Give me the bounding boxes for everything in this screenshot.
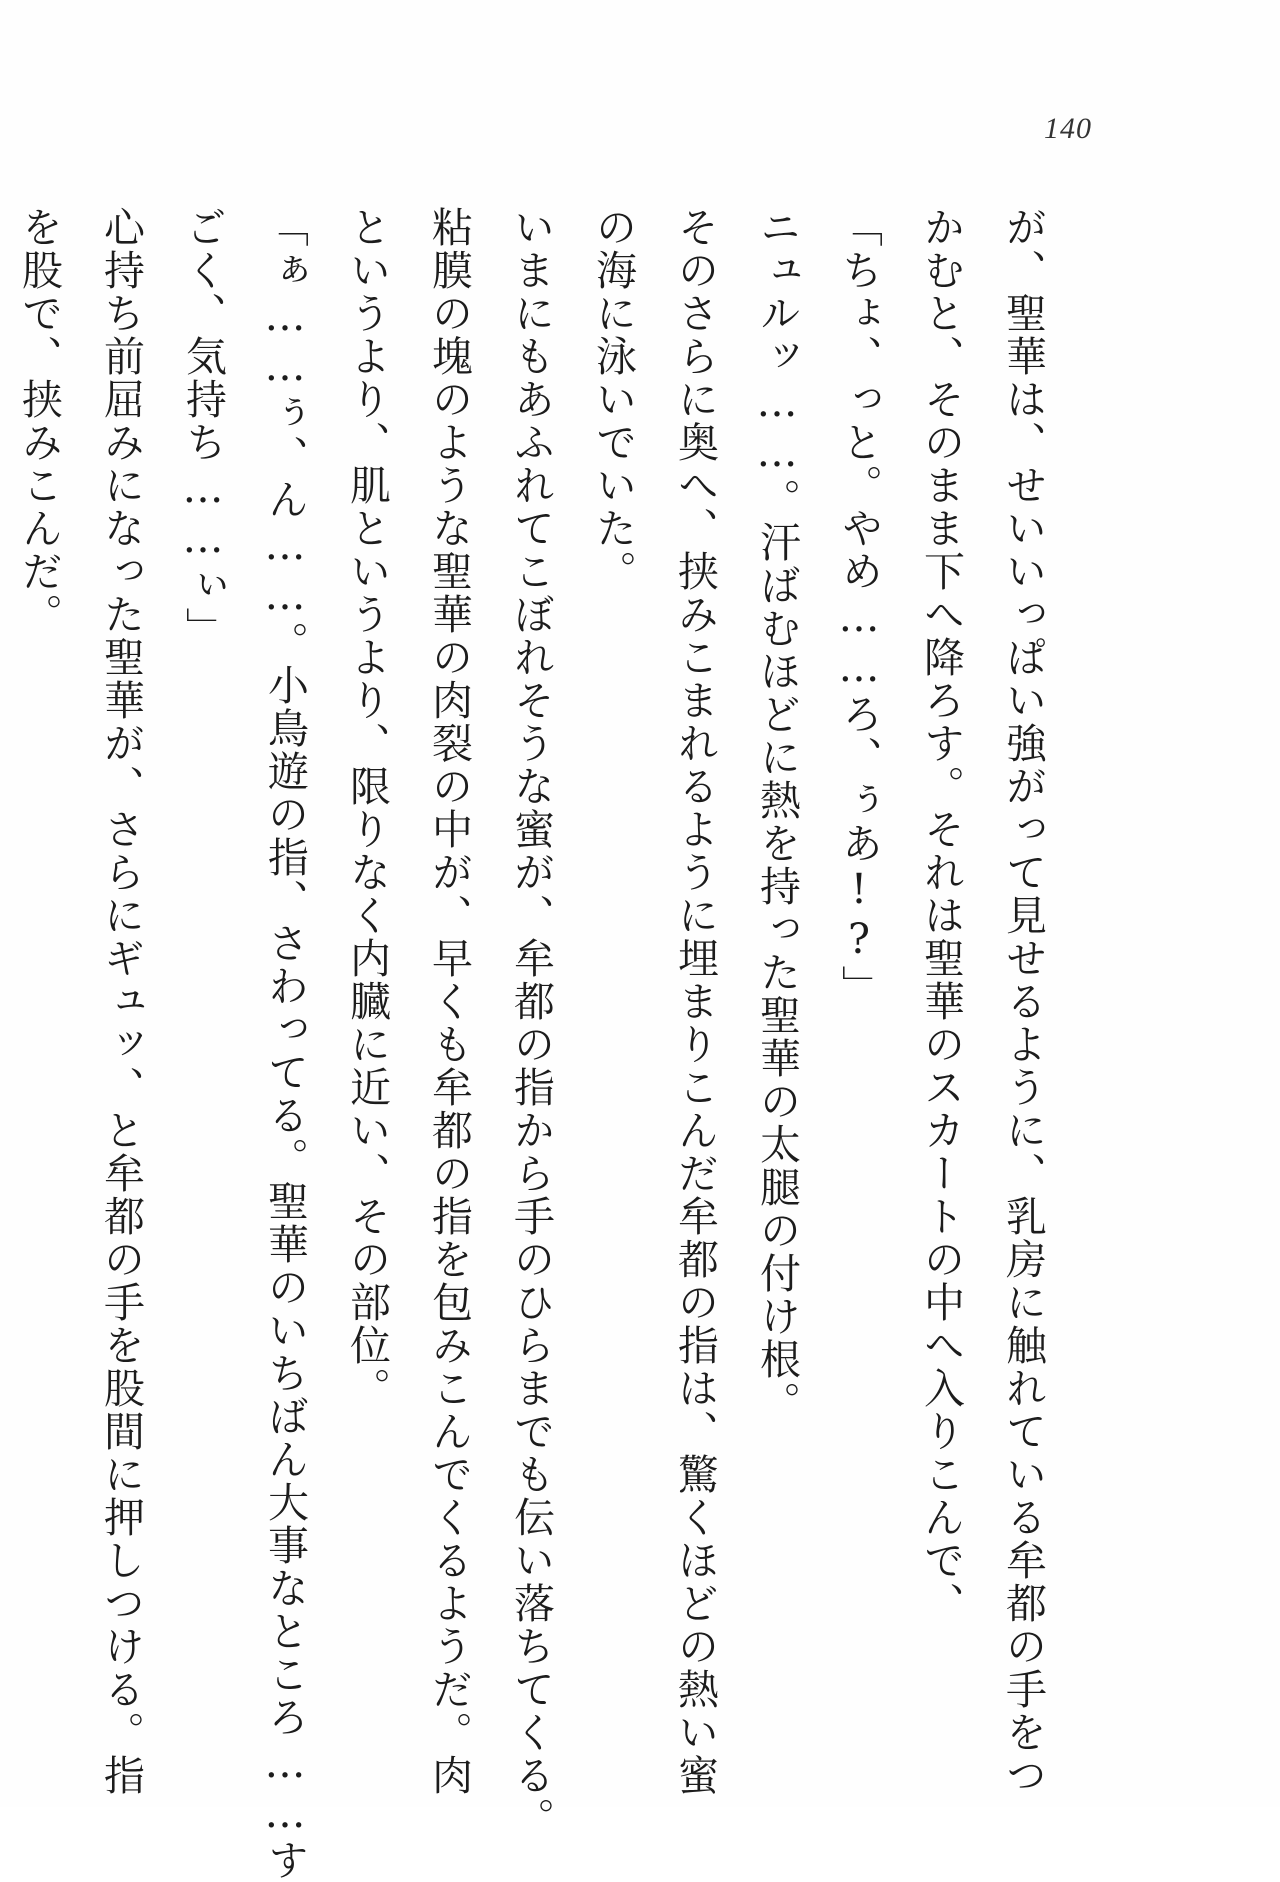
text-line: 「ちょ、っと。やめ……ろ、ぅあ!?」	[835, 206, 883, 1008]
text-line: ごく、気持ち……ぃ」	[179, 206, 227, 650]
text-line: いまにもあふれてこぼれそうな蜜が、牟都の指から手のひらまでも伝い落ちてくる。	[507, 206, 555, 1840]
text-line: 粘膜の塊のような聖華の肉裂の中が、早くも牟都の指を包みこんでくるようだ。肉	[425, 206, 473, 1797]
page-number: 140	[1044, 112, 1092, 145]
text-line: かむと、そのまま下へ降ろす。それは聖華のスカートの中へ入りこんで、	[917, 206, 965, 1625]
body-text	[15, 206, 1064, 1882]
text-line: そのさらに奥へ、挟みこまれるように埋まりこんだ牟都の指は、驚くほどの熱い蜜	[671, 206, 719, 1797]
text-line: を股で、挟みこんだ。	[15, 206, 63, 636]
text-line: 心持ち前屈みになった聖華が、さらにギュッ、と牟都の手を股間に押しつける。指	[97, 206, 145, 1797]
text-line: 「ぁ……ぅ、ん……。小鳥遊の指、さわってる。聖華のいちばん大事なところ……す	[261, 206, 309, 1882]
text-line: の海に泳いでいた。	[589, 206, 637, 593]
text-line: というより、肌というより、限りなく内臓に近い、その部位。	[343, 206, 391, 1410]
text-line: ニュルッ……。汗ばむほどに熱を持った聖華の太腿の付け根。	[753, 206, 801, 1424]
text-line: が、聖華は、せいいっぱい強がって見せるように、乳房に触れている牟都の手をつ	[999, 206, 1047, 1797]
